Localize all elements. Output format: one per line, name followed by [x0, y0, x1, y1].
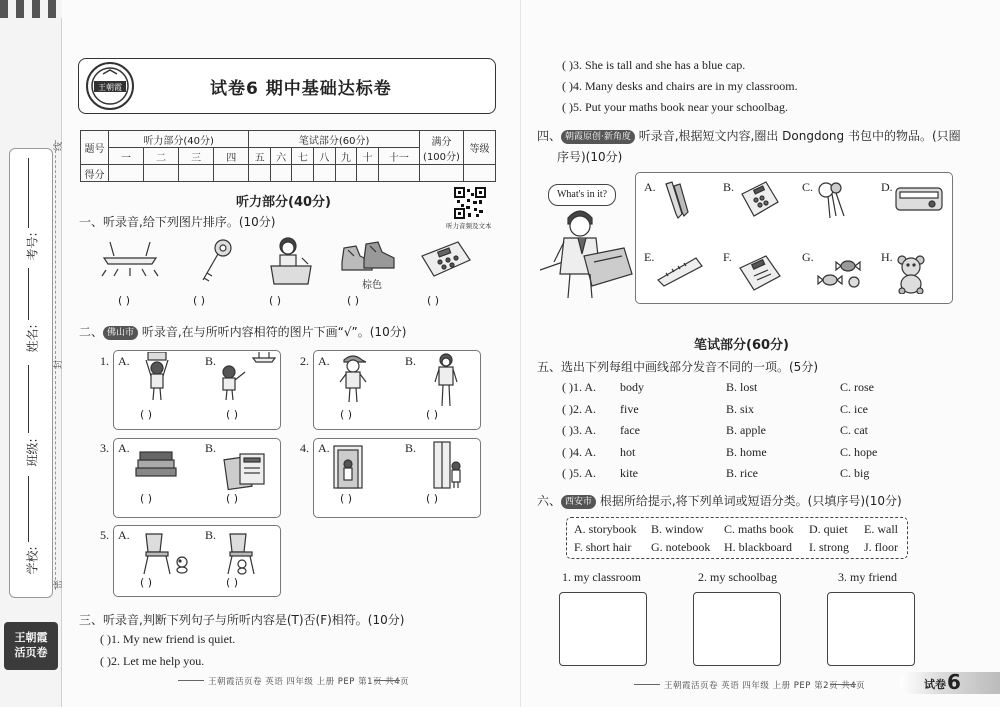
q3-item-4[interactable]: ( )4. Many desks and chairs are in my classroom.: [562, 79, 798, 93]
q1-answer-blank-5[interactable]: ( ): [427, 294, 440, 307]
q4-option-f-label: F.: [723, 250, 732, 264]
score-header-label: 题号: [81, 131, 109, 165]
score-cell[interactable]: [214, 165, 249, 182]
score-table: [80, 130, 496, 182]
q2-item-4-option-b: B.: [405, 441, 417, 455]
q2-2a-answer[interactable]: ( ): [340, 408, 353, 421]
score-question-number: 五: [249, 148, 271, 165]
q6-prefix: 六、: [537, 494, 562, 508]
q2-item-2-option-a: A.: [318, 354, 330, 368]
q1-answer-blank-2[interactable]: ( ): [193, 294, 206, 307]
q2-3b-picture-notebooks: [222, 448, 270, 490]
q5-row-number[interactable]: ( )5. A.: [562, 466, 596, 480]
q6-category-2-label: 2. my schoolbag: [698, 570, 777, 584]
q6-category-3-label: 3. my friend: [838, 570, 897, 584]
q1-picture-brown-shoes: [338, 238, 398, 278]
q2-item-5-number: 5.: [100, 528, 109, 542]
q6-category-3-answer-box[interactable]: [827, 592, 915, 666]
q2-item-5-option-b: B.: [205, 528, 217, 542]
field-line-class[interactable]: [28, 365, 29, 433]
q1-answer-blank-4[interactable]: ( ): [347, 294, 360, 307]
writing-section-title: 笔试部分(60分): [694, 338, 789, 353]
q2-1a-picture-boy-window: [140, 352, 174, 402]
q1-picture-picture-book: [418, 238, 474, 280]
score-full-cell: [420, 131, 464, 165]
qr-code[interactable]: [454, 187, 486, 219]
field-line-exam-number[interactable]: [28, 158, 29, 228]
q2-item-4-option-a: A.: [318, 441, 330, 455]
q5-option-a: five: [620, 401, 639, 416]
q6-word-option: A. storybook: [574, 522, 637, 536]
q3-item-3[interactable]: ( )3. She is tall and she has a blue cap.: [562, 58, 746, 72]
score-cell[interactable]: [314, 165, 336, 182]
score-question-number: 三: [179, 148, 214, 165]
q1-answer-blank-1[interactable]: ( ): [118, 294, 131, 307]
q2-item-3-option-a: A.: [118, 441, 130, 455]
footer-rule-left: [178, 680, 204, 681]
q6-title: 根据所给提示,将下列单词或短语分类。(只填序号)(10分): [599, 494, 902, 508]
score-question-number: 七: [292, 148, 314, 165]
q4-prefix: 四、: [537, 129, 562, 143]
q4-e-picture-ruler: [656, 254, 704, 288]
score-question-number: 二: [144, 148, 179, 165]
q5-option-a: kite: [620, 466, 638, 480]
q6-word-option: F. short hair: [574, 540, 632, 554]
q6-word-option: J. floor: [864, 540, 898, 554]
q5-title: 五、选出下列每组中画线部分发音不同的一项。(5分): [537, 360, 819, 374]
q2-item-1-option-b: B.: [205, 354, 217, 368]
q5-option-b: B. lost: [726, 380, 758, 394]
q2-region-tag: 佛山市: [103, 326, 138, 340]
q2-1a-answer[interactable]: ( ): [140, 408, 153, 421]
score-full-label: 满分: [431, 136, 452, 148]
q1-title: 一、听录音,给下列图片排序。(10分): [79, 215, 276, 229]
score-question-number: 十: [357, 148, 379, 165]
q4-option-a-label: A.: [644, 180, 656, 194]
q5-option-a: body: [620, 380, 644, 394]
q4-option-d-label: D.: [881, 180, 893, 194]
brand-logo-line2: 活页卷: [14, 646, 48, 659]
brand-logo-strip: [4, 622, 58, 670]
q2-item-2-option-b: B.: [405, 354, 417, 368]
score-listening-label: 听力部分(40分): [109, 131, 249, 148]
q2-item-1-number: 1.: [100, 354, 109, 368]
q2-prefix: 二、: [79, 325, 104, 339]
speech-bubble-text: What's in it?: [556, 189, 608, 200]
q6-word-option: D. quiet: [809, 522, 848, 536]
q1-picture-key: [195, 238, 235, 286]
q2-2b-picture-tall-boy: [432, 352, 460, 408]
q2-5b-answer[interactable]: ( ): [226, 576, 239, 589]
q2-1b-picture-girl-light: [215, 352, 277, 402]
q2-5b-picture-chair-dog: [224, 532, 276, 576]
footer-left: 王朝霞活页卷 英语 四年级 上册 PEP 第1页 共4页: [208, 677, 410, 687]
score-cell[interactable]: [179, 165, 214, 182]
q2-item-5-option-a: A.: [118, 528, 130, 542]
score-question-number: 四: [214, 148, 249, 165]
q2-title: 听录音,在与所听内容相符的图片下画“√”。(10分): [141, 325, 407, 339]
q2-title-line: [79, 323, 406, 340]
svg-text:王朝霞: 王朝霞: [98, 83, 122, 92]
footer-rule-left-end: [374, 680, 400, 681]
score-writing-label: 笔试部分(60分): [249, 131, 420, 148]
brand-seal-logo: [86, 62, 134, 110]
q4-option-g-label: G.: [802, 250, 814, 264]
q5-row-number[interactable]: ( )2. A.: [562, 401, 596, 416]
q3-title: 三、听录音,判断下列句子与所听内容是(T)否(F)相符。(10分): [79, 613, 405, 627]
q4-a-picture-pencils: [660, 180, 690, 220]
q5-row-number[interactable]: ( )4. A.: [562, 444, 596, 459]
score-grade-label: 等级: [464, 131, 496, 165]
score-cell[interactable]: [292, 165, 314, 182]
q6-title-line: [537, 492, 902, 509]
q6-category-1-label: 1. my classroom: [562, 570, 641, 584]
boy-with-schoolbag-illustration: [540, 204, 640, 300]
q6-category-2-answer-box[interactable]: [693, 592, 781, 666]
q5-option-b: B. rice: [726, 466, 758, 480]
q6-word-option: H. blackboard: [724, 540, 792, 554]
exam-tab-label: 试卷: [924, 678, 946, 691]
speech-bubble: [548, 184, 616, 206]
q5-option-b: B. apple: [726, 423, 766, 437]
page-gutter: [520, 0, 521, 707]
q6-word-option: I. strong: [809, 540, 849, 554]
q1-picture-boy-at-desk: [266, 236, 316, 288]
q5-option-c: C. hope: [840, 444, 878, 459]
q1-answer-blank-3[interactable]: ( ): [269, 294, 282, 307]
cut-mark: 密: [54, 579, 65, 590]
q6-word-option: E. wall: [864, 522, 898, 536]
q4-option-e-label: E.: [644, 250, 655, 264]
score-cell-full[interactable]: [420, 165, 464, 182]
q4-b-picture-storybook: [740, 180, 780, 218]
q4-title: 听录音,根据短文内容,圈出 Dongdong 书包中的物品。(只圈: [638, 129, 961, 143]
score-full-value: (100分): [423, 151, 460, 163]
q5-option-b: B. home: [726, 444, 767, 459]
q2-3a-picture-books: [132, 448, 180, 478]
page-title: 试卷6 期中基础达标卷: [210, 79, 392, 99]
score-cell[interactable]: [378, 165, 419, 182]
score-question-number: 一: [109, 148, 144, 165]
q5-option-b: B. six: [726, 401, 755, 416]
q3-item-5[interactable]: ( )5. Put your maths book near your schoolbag.: [562, 100, 788, 114]
q2-5a-picture-chair-dog: [140, 532, 192, 576]
q6-word-option: G. notebook: [651, 540, 711, 554]
q5-row-number[interactable]: ( )1. A.: [562, 380, 596, 394]
score-question-number: 八: [314, 148, 336, 165]
field-label-class: 班级:: [25, 438, 40, 467]
q6-word-option: C. maths book: [724, 522, 794, 536]
q4-f-picture-maths-book: [738, 254, 782, 292]
q2-item-1-option-a: A.: [118, 354, 130, 368]
footer-rule-right: [634, 684, 660, 685]
q4-h-picture-teddy-bear: [894, 254, 928, 294]
q5-option-c: C. ice: [840, 401, 868, 416]
score-cell-grade[interactable]: [464, 165, 496, 182]
score-cell[interactable]: [144, 165, 179, 182]
q2-item-3-option-b: B.: [205, 441, 217, 455]
exam-tab-number: 6: [947, 670, 961, 694]
q2-item-3-number: 3.: [100, 441, 109, 455]
q5-option-c: C. cat: [840, 423, 868, 437]
q2-4a-answer[interactable]: ( ): [340, 492, 353, 505]
q2-4b-picture-open-door: [432, 440, 466, 490]
q5-option-a: face: [620, 423, 640, 437]
q4-original-tag: 朝霞原创·新角度: [561, 130, 635, 144]
q4-option-c-label: C.: [802, 180, 814, 194]
q2-1b-answer[interactable]: ( ): [226, 408, 239, 421]
score-row-label: 得分: [81, 165, 109, 182]
q4-g-picture-candies: [814, 256, 866, 290]
q4-d-picture-pencil-box: [894, 184, 944, 214]
score-cell[interactable]: [109, 165, 144, 182]
score-cell[interactable]: [270, 165, 292, 182]
score-cell[interactable]: [335, 165, 357, 182]
field-line-school[interactable]: [28, 476, 29, 542]
q3-item-1[interactable]: ( )1. My new friend is quiet.: [100, 632, 236, 646]
footer-rule-right-end: [830, 684, 856, 685]
q3-item-2[interactable]: ( )2. Let me help you.: [100, 654, 205, 668]
field-label-name: 姓名:: [25, 324, 40, 353]
listening-section-title: 听力部分(40分): [236, 195, 331, 210]
q4-option-h-label: H.: [881, 250, 893, 264]
q6-category-1-answer-box[interactable]: [559, 592, 647, 666]
q2-4a-picture-door-girl: [332, 444, 366, 490]
q6-word-option: B. window: [651, 522, 704, 536]
q6-region-tag: 西安市: [561, 495, 596, 509]
q5-option-c: C. big: [840, 466, 870, 480]
cut-mark: 封: [54, 359, 65, 370]
q4-c-picture-keys: [816, 180, 852, 222]
q4-option-b-label: B.: [723, 180, 735, 194]
q2-5a-answer[interactable]: ( ): [140, 576, 153, 589]
field-label-exam-number: 考号:: [25, 232, 40, 261]
qr-caption: 听力音频及文本: [446, 222, 492, 230]
cut-mark: 线: [54, 141, 65, 152]
q4-title-cont: 序号)(10分): [557, 150, 623, 164]
q1-picture-label: 棕色: [362, 280, 382, 291]
q2-3b-answer[interactable]: ( ): [226, 492, 239, 505]
score-question-number: 六: [270, 148, 292, 165]
brand-logo-line1: 王朝霞: [14, 631, 48, 644]
score-cell[interactable]: [357, 165, 379, 182]
score-question-number: 十一: [378, 148, 419, 165]
field-label-school: 学校:: [25, 546, 40, 575]
q2-item-4-number: 4.: [300, 441, 309, 455]
binding-holes: [0, 0, 62, 18]
q5-row-number[interactable]: ( )3. A.: [562, 423, 596, 437]
q2-3a-answer[interactable]: ( ): [140, 492, 153, 505]
q2-2a-picture-girl-cap: [336, 352, 370, 404]
footer-right: 王朝霞活页卷 英语 四年级 上册 PEP 第2页 共4页: [664, 681, 866, 691]
score-question-number: 九: [335, 148, 357, 165]
q5-option-c: C. rose: [840, 380, 874, 394]
q2-4b-answer[interactable]: ( ): [426, 492, 439, 505]
q4-title-line: [537, 127, 961, 144]
q5-option-a: hot: [620, 444, 636, 459]
q2-2b-answer[interactable]: ( ): [426, 408, 439, 421]
field-line-name[interactable]: [28, 268, 29, 320]
student-info-box: [9, 148, 53, 598]
q2-item-2-number: 2.: [300, 354, 309, 368]
score-cell[interactable]: [249, 165, 271, 182]
q1-picture-ceiling-light: [100, 240, 160, 280]
